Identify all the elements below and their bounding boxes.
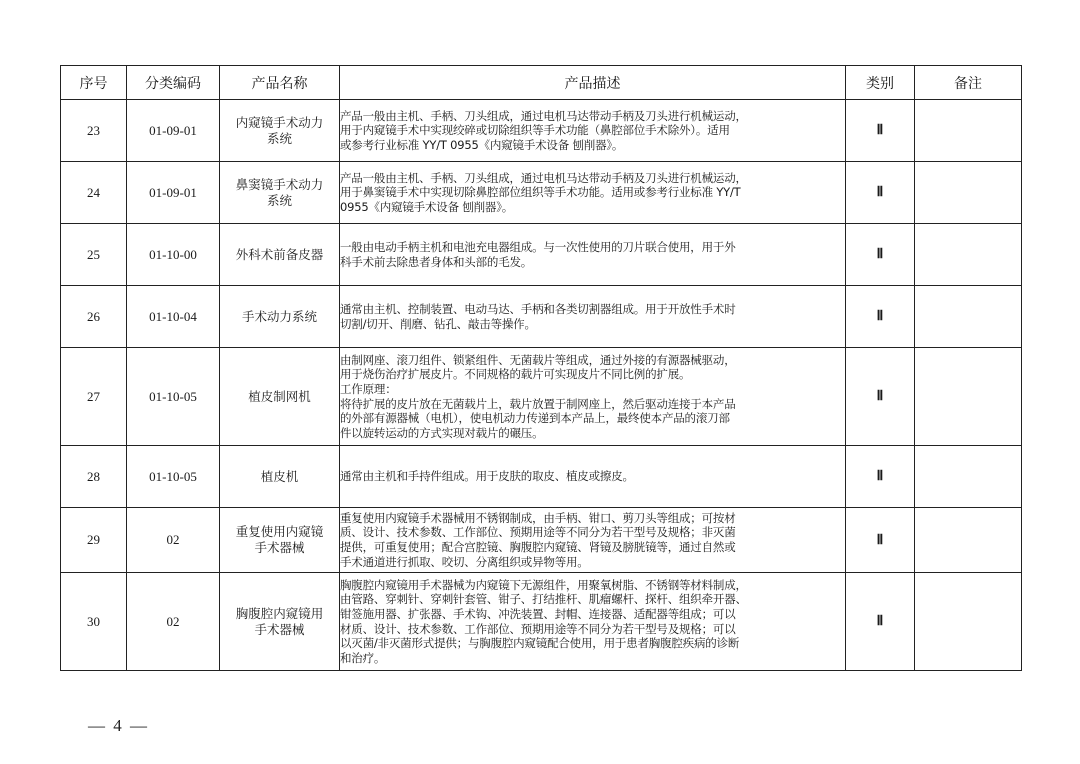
description-line: 材质、设计、技术参数、工作部位、预期用途等不同分为若干型号及规格；可以 xyxy=(340,621,736,636)
description-line: 重复使用内窥镜手术器械用不锈钢制成，由手柄、钳口、剪刀头等组成；可按材 xyxy=(340,510,736,525)
cell-remarks xyxy=(915,508,1022,573)
description-line: 由管路、穿刺针、穿刺针套管、钳子、打结推杆、肌瘤螺杆、探杆、组织牵开器、 xyxy=(340,592,747,607)
cell-product-description xyxy=(340,286,846,348)
product-name-line: 鼻窦镜手术动力 xyxy=(235,176,324,192)
page-number: — 4 — xyxy=(88,716,149,735)
cell-remarks xyxy=(915,224,1022,286)
description-line: 工作原理： xyxy=(340,381,397,396)
cell-serial-number: 26 xyxy=(61,286,127,348)
description-line: 由制网座、滚刀组件、锁紧组件、无菌载片等组成，通过外接的有源器械驱动， xyxy=(340,352,736,367)
cell-serial-number: 23 xyxy=(61,100,127,162)
table-header-row xyxy=(61,66,1022,100)
description-line: 用于内窥镜手术中实现绞碎或切除组织等手术功能（鼻腔部位手术除外）。适用 xyxy=(340,123,730,138)
table-row xyxy=(61,286,1022,348)
table-row xyxy=(61,162,1022,224)
cell-product-name xyxy=(220,100,340,162)
device-catalog-table xyxy=(60,65,1022,671)
description-line: 提供，可重复使用；配合宫腔镜、胸腹腔内窥镜、肾镜及膀胱镜等，通过自然或 xyxy=(340,540,736,554)
description-line: 钳签施用器、扩张器、手术钩、冲洗装置、封帽、连接器、适配器等组成；可以 xyxy=(340,606,736,621)
product-name-line: 系统 xyxy=(266,130,292,146)
product-name-line: 重复使用内窥镜 xyxy=(235,524,324,539)
cell-serial-number: 25 xyxy=(61,224,127,286)
description-line: 和治疗。 xyxy=(340,650,386,665)
cell-product-name xyxy=(220,162,340,224)
header-remarks: 备注 xyxy=(915,66,1022,100)
cell-category: Ⅱ xyxy=(846,100,915,162)
table-row xyxy=(61,100,1022,162)
table-row xyxy=(61,348,1022,446)
description-line: 一般由电动手柄主机和电池充电器组成。与一次性使用的刀片联合使用，用于外 xyxy=(340,239,736,254)
cell-remarks xyxy=(915,286,1022,348)
cell-product-description xyxy=(340,224,846,286)
cell-product-description xyxy=(340,162,846,224)
header-product-name: 产品名称 xyxy=(220,66,340,100)
description-line: 科手术前去除患者身体和头部的毛发。 xyxy=(340,254,533,269)
header-serial-number: 序号 xyxy=(61,66,127,100)
description-line: 产品一般由主机、手柄、刀头组成，通过电机马达带动手柄及刀头进行机械运动， xyxy=(340,108,747,123)
cell-classification-code: 01-09-01 xyxy=(127,162,220,224)
cell-category: Ⅱ xyxy=(846,162,915,224)
product-name-line: 手术动力系统 xyxy=(241,308,317,324)
cell-product-name xyxy=(220,224,340,286)
header-product-description: 产品描述 xyxy=(340,66,846,100)
product-name-line: 胸腹腔内窥镜用 xyxy=(235,605,324,621)
cell-product-description xyxy=(340,348,846,446)
description-line: 产品一般由主机、手柄、刀头组成，通过电机马达带动手柄及刀头进行机械运动， xyxy=(340,170,747,185)
cell-category: Ⅱ xyxy=(846,286,915,348)
cell-serial-number: 24 xyxy=(61,162,127,224)
cell-product-description xyxy=(340,573,846,671)
table-row xyxy=(61,508,1022,573)
cell-classification-code: 02 xyxy=(127,573,220,671)
product-name-line: 内窥镜手术动力 xyxy=(235,114,324,130)
header-classification-code: 分类编码 xyxy=(127,66,220,100)
product-name-line: 植皮制网机 xyxy=(248,388,311,404)
cell-category: Ⅱ xyxy=(846,224,915,286)
product-name-line: 植皮机 xyxy=(260,468,299,484)
description-line: 件以旋转运动的方式实现对载片的碾压。 xyxy=(340,425,544,440)
table-row xyxy=(61,446,1022,508)
table-row xyxy=(61,224,1022,286)
description-line: 用于烧伤治疗扩展皮片。不同规格的载片可实现皮片不同比例的扩展。 xyxy=(340,367,691,382)
cell-serial-number: 27 xyxy=(61,348,127,446)
cell-product-name xyxy=(220,508,340,573)
cell-remarks xyxy=(915,100,1022,162)
description-line: 通常由主机和手持件组成。用于皮肤的取皮、植皮或擦皮。 xyxy=(340,469,634,484)
description-line: 或参考行业标准 YY/T 0955《内窥镜手术设备 刨削器》。 xyxy=(340,137,624,152)
cell-serial-number: 28 xyxy=(61,446,127,508)
product-name-line: 手术器械 xyxy=(254,621,305,637)
cell-product-name xyxy=(220,348,340,446)
table-body xyxy=(61,100,1022,671)
cell-product-description xyxy=(340,446,846,508)
description-line: 通常由主机、控制装置、电动马达、手柄和各类切割器组成。用于开放性手术时 xyxy=(340,301,736,316)
cell-classification-code: 01-10-04 xyxy=(127,286,220,348)
cell-classification-code: 01-09-01 xyxy=(127,100,220,162)
cell-product-description xyxy=(340,508,846,573)
description-line: 手术通道进行抓取、咬切、分离组织或异物等用。 xyxy=(340,554,589,569)
cell-remarks xyxy=(915,573,1022,671)
description-line: 切割/切开、削磨、钻孔、敲击等操作。 xyxy=(340,316,536,331)
cell-category: Ⅱ xyxy=(846,446,915,508)
table-row xyxy=(61,573,1022,671)
cell-classification-code: 01-10-00 xyxy=(127,224,220,286)
description-line: 用于鼻窦镜手术中实现切除鼻腔部位组织等手术功能。适用或参考行业标准 YY/T xyxy=(340,185,741,200)
product-name-line: 系统 xyxy=(266,192,292,208)
cell-category: Ⅱ xyxy=(846,348,915,446)
cell-remarks xyxy=(915,162,1022,224)
cell-category: Ⅱ xyxy=(846,508,915,573)
cell-category: Ⅱ xyxy=(846,573,915,671)
cell-classification-code: 01-10-05 xyxy=(127,446,220,508)
cell-serial-number: 29 xyxy=(61,508,127,573)
cell-serial-number: 30 xyxy=(61,573,127,671)
description-line: 的外部有源器械（电机），使电机动力传递到本产品上，最终使本产品的滚刀部 xyxy=(340,411,730,426)
description-line: 胸腹腔内窥镜用手术器械为内窥镜下无源组件，用聚氧树脂、不锈钢等材料制成， xyxy=(340,577,747,592)
description-line: 质、设计、技术参数、工作部位、预期用途等不同分为若干型号及规格；非灭菌 xyxy=(340,525,736,540)
cell-product-name xyxy=(220,573,340,671)
cell-product-name xyxy=(220,446,340,508)
description-line: 0955《内窥镜手术设备 刨削器》。 xyxy=(340,199,514,214)
cell-classification-code: 02 xyxy=(127,508,220,573)
product-name-line: 外科术前备皮器 xyxy=(235,246,324,262)
header-category: 类别 xyxy=(846,66,915,100)
cell-product-name xyxy=(220,286,340,348)
cell-remarks xyxy=(915,446,1022,508)
cell-product-description xyxy=(340,100,846,162)
cell-remarks xyxy=(915,348,1022,446)
description-line: 将待扩展的皮片放在无菌载片上，载片放置于制网座上，然后驱动连接于本产品 xyxy=(340,396,736,411)
cell-classification-code: 01-10-05 xyxy=(127,348,220,446)
description-line: 以灭菌/非灭菌形式提供；与胸腹腔内窥镜配合使用，用于患者胸腹腔疾病的诊断 xyxy=(340,636,740,651)
product-name-line: 手术器械 xyxy=(254,540,305,555)
